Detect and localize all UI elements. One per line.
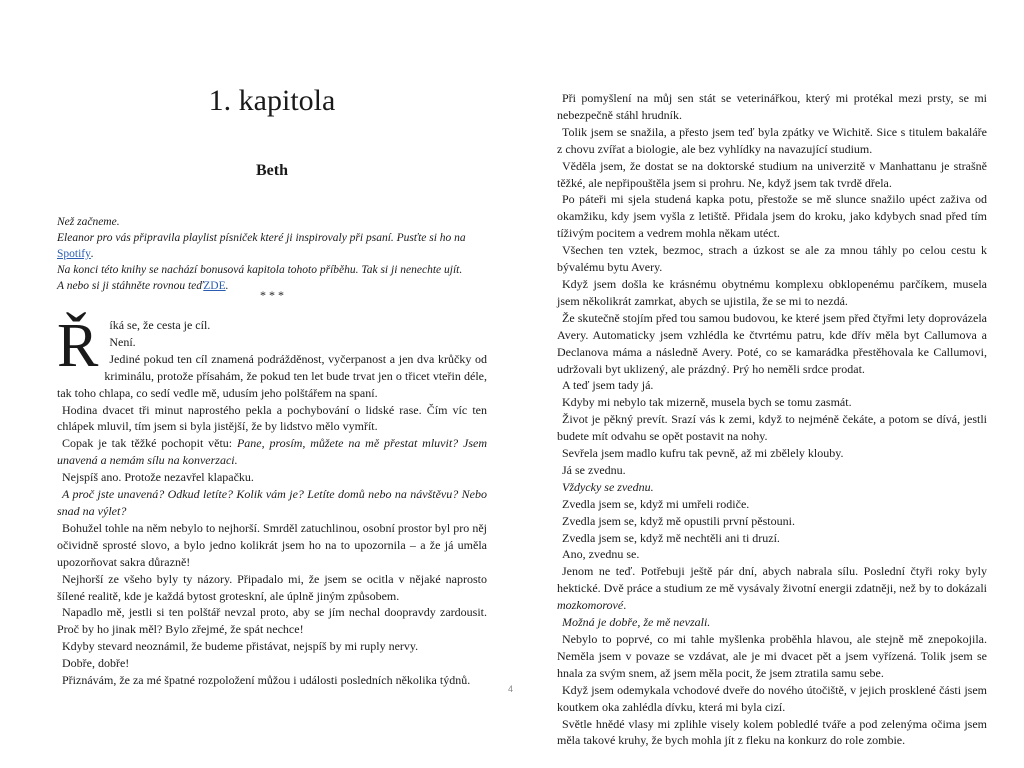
- text-run: Světle hnědé vlasy mi zplihle visely kolem pobledlé tváře a pod zelenýma očima jsem měla takové kruhy, že bych mohla jít z fleku na konkurz do role zombie.: [557, 716, 987, 748]
- paragraph: [557, 716, 987, 750]
- italic-text: mozkomorové: [557, 598, 624, 613]
- paragraph: [57, 317, 487, 334]
- paragraph: [57, 604, 487, 638]
- intro-line: [57, 230, 487, 262]
- text-run: Já se zvednu.: [562, 462, 626, 477]
- chapter-title: 1. kapitola: [208, 84, 336, 117]
- intro-note: [57, 214, 487, 294]
- paragraph: [57, 486, 487, 520]
- text-run: Při pomyšlení na můj sen stát se veterinářkou, který mi protékal mezi prsty, se mi nebezpečně stáhl hrudník.: [557, 91, 987, 122]
- text-run: .: [623, 598, 627, 613]
- text-run: Jenom ne teď. Potřebuji ještě pár dní, abych nabrala sílu. Poslední čtyři roky byly hektické. Dvě práce a studium ze mě vysávaly životní energii zdatněji, než by to dokázali: [557, 564, 987, 596]
- paragraph: [57, 435, 487, 469]
- paragraph: [557, 563, 987, 614]
- paragraph: [557, 445, 987, 462]
- paragraph: [557, 462, 987, 479]
- paragraph: [57, 672, 487, 689]
- paragraph: [57, 334, 487, 351]
- text-run: Tolik jsem se snažila, a přesto jsem teď byla zpátky ve Wichitě. Sice s titulem bakaláře z chovu zvířat a biologie, ale bez vyhlídky na navazující studium.: [557, 124, 987, 156]
- text-run: íká se, že cesta je cíl.: [109, 318, 211, 332]
- text-run: Nejhorší ze všeho byly ty názory. Připadalo mi, že jsem se ocitla v nějaké naprosto šílené realitě, kde je každá bytost groteskní, ale úplně jiným způsobem.: [57, 571, 487, 603]
- left-body-text: [57, 312, 487, 689]
- section-separator: * * *: [260, 288, 284, 302]
- download-link[interactable]: ZDE: [203, 280, 226, 292]
- paragraph: [557, 479, 987, 496]
- intro-text: .: [225, 280, 229, 292]
- text-run: Bohužel tohle na něm nebylo to nejhorší. Smrděl zatuchlinou, osobní prostor byl pro něj očividně sprosté slovo, a bylo jedno kolikrát jsem ho na to upozornila – a že já uměla upozorňovat sakra důrazně!: [57, 520, 487, 569]
- italic-text: A proč jste unavená? Odkud letíte? Kolik vám je? Letíte domů nebo na návštěvu? Nebo snad na výlet?: [57, 487, 487, 518]
- paragraph: [57, 638, 487, 655]
- chapter-subtitle: Beth: [256, 162, 288, 179]
- paragraph: [557, 276, 987, 310]
- text-run: Ano, zvednu se.: [562, 547, 640, 562]
- paragraph: [57, 469, 487, 486]
- text-run: Copak je tak těžké pochopit větu:: [62, 436, 237, 451]
- paragraph: [557, 394, 987, 411]
- text-run: Když jsem odemykala vchodové dveře do nového útočiště, v jejich prosklené části jsem koutkem oka zahlédla dívku, která mi byla cizí.: [557, 682, 987, 714]
- text-run: Všechen ten vztek, bezmoc, strach a úzkost se ale za mnou táhly po celou cestu k bývalému bytu Avery.: [557, 243, 987, 275]
- paragraph: [557, 631, 987, 682]
- intro-text: .: [90, 248, 94, 260]
- paragraph: [57, 520, 487, 571]
- italic-text: Pane, prosím, můžete na mě přestat mluvit? Jsem unavená a nemám sílu na konverzaci.: [57, 436, 487, 468]
- text-run: Věděla jsem, že dostat se na doktorské studium na univerzitě v Manhattanu je strašně těžké, ale nepřipouštěla jsem si prohru. Ne, když jsem tak tvrdě dřela.: [557, 158, 987, 190]
- paragraph: [557, 377, 987, 394]
- intro-line: Než začneme.: [57, 216, 120, 228]
- text-run: Přiznávám, že za mé špatné rozpoložení můžou i události posledních několika týdnů.: [62, 673, 471, 688]
- paragraph: [557, 614, 987, 631]
- paragraph: [557, 530, 987, 547]
- paragraph: [557, 513, 987, 530]
- text-run: Zvedla jsem se, když mě nechtěli ani ti druzí.: [562, 530, 780, 545]
- text-run: Není.: [109, 334, 136, 349]
- paragraph: [57, 351, 487, 402]
- text-run: A teď jsem tady já.: [562, 378, 654, 393]
- paragraph: [557, 158, 987, 192]
- page-number: 4: [508, 684, 514, 694]
- italic-text: Možná je dobře, že mě nevzali.: [562, 615, 711, 630]
- drop-cap: Ř: [57, 312, 99, 380]
- text-run: Dobře, dobře!: [62, 656, 130, 671]
- paragraph: [557, 682, 987, 716]
- text-run: Když jsem došla ke krásnému obytnému komplexu obklopenému parčíkem, musela jsem několikrát zamrkat, abych se ujistila, že se mi to nezdá.: [557, 276, 987, 308]
- paragraph: [557, 191, 987, 242]
- italic-text: Vždycky se zvednu.: [562, 479, 654, 494]
- paragraph: [57, 402, 487, 436]
- text-run: Kdyby mi nebylo tak mizerně, musela bych se tomu zasmát.: [562, 395, 852, 410]
- right-page: [557, 90, 987, 749]
- paragraph: [557, 90, 987, 124]
- paragraph: [557, 310, 987, 378]
- text-run: Nejspíš ano. Protože nezavřel klapačku.: [62, 470, 254, 485]
- text-run: Že skutečně stojím před tou samou budovou, ke které jsem před čtyřmi lety doprovázela Avery. Automaticky jsem vzhlédla ke čtvrtému patru, kde dřív měla byt Callumova a Declanova máma a následně Avery. Poté, co se kamarádka přestěhovala ke Callumovi, udržovali byt uklizený, ale prázdný. Prý ho neměli srdce prodat.: [557, 310, 987, 376]
- text-run: Život je pěkný prevít. Srazí vás k zemi, když to nejméně čekáte, a potom se dívá, jestli budete mít odvahu se opět postavit na nohy.: [557, 412, 987, 444]
- text-run: Nebylo to poprvé, co mi tahle myšlenka proběhla hlavou, ale stejně mě znepokojila. Neměla jsem v povaze se vzdávat, ale je mi dvacet pět a jsem vyřízená. Tolik jsem se hnala za svým snem, až jsem měla pocit, že jsem ztratila samu sebe.: [557, 632, 987, 680]
- spotify-link[interactable]: Spotify: [57, 248, 91, 260]
- intro-text: A nebo si ji stáhněte rovnou teď: [57, 280, 204, 292]
- text-run: Sevřela jsem madlo kufru tak pevně, až mi zbělely klouby.: [562, 446, 844, 461]
- text-run: Kdyby stevard neoznámil, že budeme přistávat, nejspíš by mi ruply nervy.: [62, 639, 419, 654]
- text-run: Hodina dvacet tři minut naprostého pekla a pochybování o lidské rase. Čím víc ten chlápek mluvil, tím jsem si byla jistější, že by lidstvo mělo vymřít.: [57, 402, 487, 434]
- paragraph: [57, 571, 487, 605]
- intro-text: Eleanor pro vás připravila playlist písniček které ji inspirovaly při psaní. Pusťte si ho na: [57, 232, 466, 244]
- text-run: Po páteři mi sjela studená kapka potu, přestože se mě slunce snažilo upéct zaživa od okamžiku, kdy jsem vyšla z letiště. Přidala jsem do kroku, jako kdybych snad před tím tíživým pocitem a vedrem mohla někam utéct.: [557, 192, 987, 241]
- paragraph: [57, 655, 487, 672]
- text-run: Zvedla jsem se, když mě opustili první pěstouni.: [562, 513, 795, 528]
- paragraph: [557, 546, 987, 563]
- text-run: Zvedla jsem se, když mi umřeli rodiče.: [562, 496, 750, 511]
- text-run: Jediné pokud ten cíl znamená podrážděnost, vyčerpanost a jen dva krůčky od kriminálu, protože přísahám, že pokud ten let bude trvat jen o třicet vteřin déle, tak toho chlapa, co sedí vedle mě, udusím jeho polštářem na spaní.: [57, 351, 487, 400]
- text-run: Napadlo mě, jestli si ten polštář nevzal proto, aby se jím nechal doopravdy zardousit. Proč by ho jinak měl? Bylo zřejmé, že spát nechce!: [57, 605, 487, 637]
- paragraph: [557, 411, 987, 445]
- paragraph: [557, 124, 987, 158]
- paragraph: [557, 496, 987, 513]
- right-body-text: [557, 90, 987, 749]
- intro-line: Na konci této knihy se nachází bonusová kapitola tohoto příběhu. Tak si ji nenechte ujít.: [57, 264, 463, 276]
- paragraph: [557, 242, 987, 276]
